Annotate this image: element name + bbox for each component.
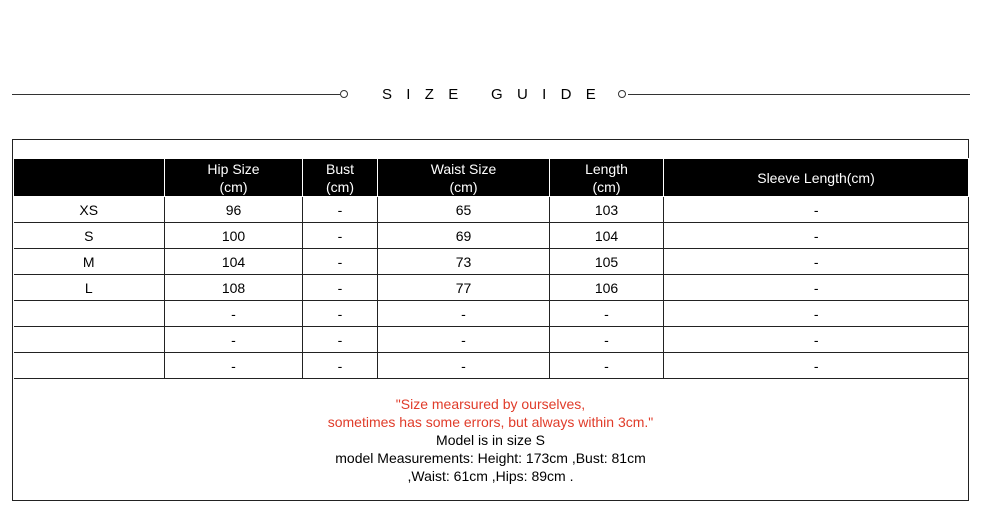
cell-hip: 100: [165, 223, 303, 249]
header-label: Waist Size: [430, 160, 497, 177]
disclaimer-text: sometimes has some errors, but always within 3cm.": [327, 414, 654, 430]
table-row: [14, 327, 969, 353]
model-measurements-text: ,Waist: 61cm ,Hips: 89cm .: [407, 468, 574, 484]
header-unit: (cm): [449, 178, 478, 195]
cell-bust: -: [303, 197, 378, 223]
cell-hip: 96: [165, 197, 303, 223]
cell-size: XS: [14, 197, 165, 223]
size-guide-frame: [12, 139, 969, 501]
cell-bust: -: [303, 327, 378, 353]
model-measurements-text: model Measurements: Height: 173cm ,Bust: 81cm: [335, 450, 646, 466]
header-unit: (cm): [592, 178, 621, 195]
cell-waist: 77: [378, 275, 550, 301]
cell-size: L: [14, 275, 165, 301]
cell-hip: 108: [165, 275, 303, 301]
disclaimer-text: "Size mearsured by ourselves,: [395, 396, 586, 412]
cell-length: -: [550, 353, 664, 379]
cell-size: [14, 301, 165, 327]
size-notes: [13, 395, 968, 485]
cell-length: 104: [550, 223, 664, 249]
title-divider: [12, 84, 970, 106]
cell-sleeve: -: [664, 249, 969, 275]
cell-length: -: [550, 301, 664, 327]
table-row: [14, 197, 969, 223]
cell-sleeve: -: [664, 223, 969, 249]
cell-waist: -: [378, 301, 550, 327]
cell-size: [14, 353, 165, 379]
divider-circle-right: [618, 90, 626, 98]
table-row: [14, 301, 969, 327]
header-unit: (cm): [219, 178, 248, 195]
cell-length: 106: [550, 275, 664, 301]
cell-bust: -: [303, 353, 378, 379]
header-label: Sleeve Length(cm): [757, 169, 875, 186]
cell-bust: -: [303, 275, 378, 301]
cell-sleeve: -: [664, 327, 969, 353]
table-row: [14, 275, 969, 301]
header-unit: (cm): [326, 178, 354, 195]
cell-waist: -: [378, 353, 550, 379]
table-row: [14, 249, 969, 275]
header-waist-size: [378, 159, 550, 197]
table-row: [14, 223, 969, 249]
cell-size: [14, 327, 165, 353]
header-size: [14, 159, 165, 197]
cell-waist: 73: [378, 249, 550, 275]
cell-bust: -: [303, 301, 378, 327]
header-label: Length: [585, 160, 628, 177]
cell-waist: 65: [378, 197, 550, 223]
header-hip-size: [165, 159, 303, 197]
cell-sleeve: -: [664, 197, 969, 223]
cell-hip: 104: [165, 249, 303, 275]
header-length: [550, 159, 664, 197]
model-size-text: Model is in size S: [436, 432, 545, 448]
cell-hip: -: [165, 327, 303, 353]
cell-sleeve: -: [664, 301, 969, 327]
header-label: Bust: [325, 160, 354, 177]
size-table: [13, 158, 969, 379]
cell-sleeve: -: [664, 275, 969, 301]
divider-circle-left: [340, 90, 348, 98]
header-label: Hip Size: [207, 160, 260, 177]
cell-hip: -: [165, 301, 303, 327]
divider-line-left: [12, 94, 340, 95]
divider-line-right: [628, 94, 970, 95]
cell-hip: -: [165, 353, 303, 379]
cell-waist: -: [378, 327, 550, 353]
cell-sleeve: -: [664, 353, 969, 379]
cell-bust: -: [303, 249, 378, 275]
table-row: [14, 353, 969, 379]
cell-size: S: [14, 223, 165, 249]
cell-bust: -: [303, 223, 378, 249]
cell-length: -: [550, 327, 664, 353]
page-title: SIZE GUIDE: [382, 86, 611, 103]
cell-size: M: [14, 249, 165, 275]
cell-length: 103: [550, 197, 664, 223]
cell-waist: 69: [378, 223, 550, 249]
header-bust: [303, 159, 378, 197]
table-header-row: [14, 159, 969, 197]
cell-length: 105: [550, 249, 664, 275]
header-sleeve-length: [664, 159, 969, 197]
